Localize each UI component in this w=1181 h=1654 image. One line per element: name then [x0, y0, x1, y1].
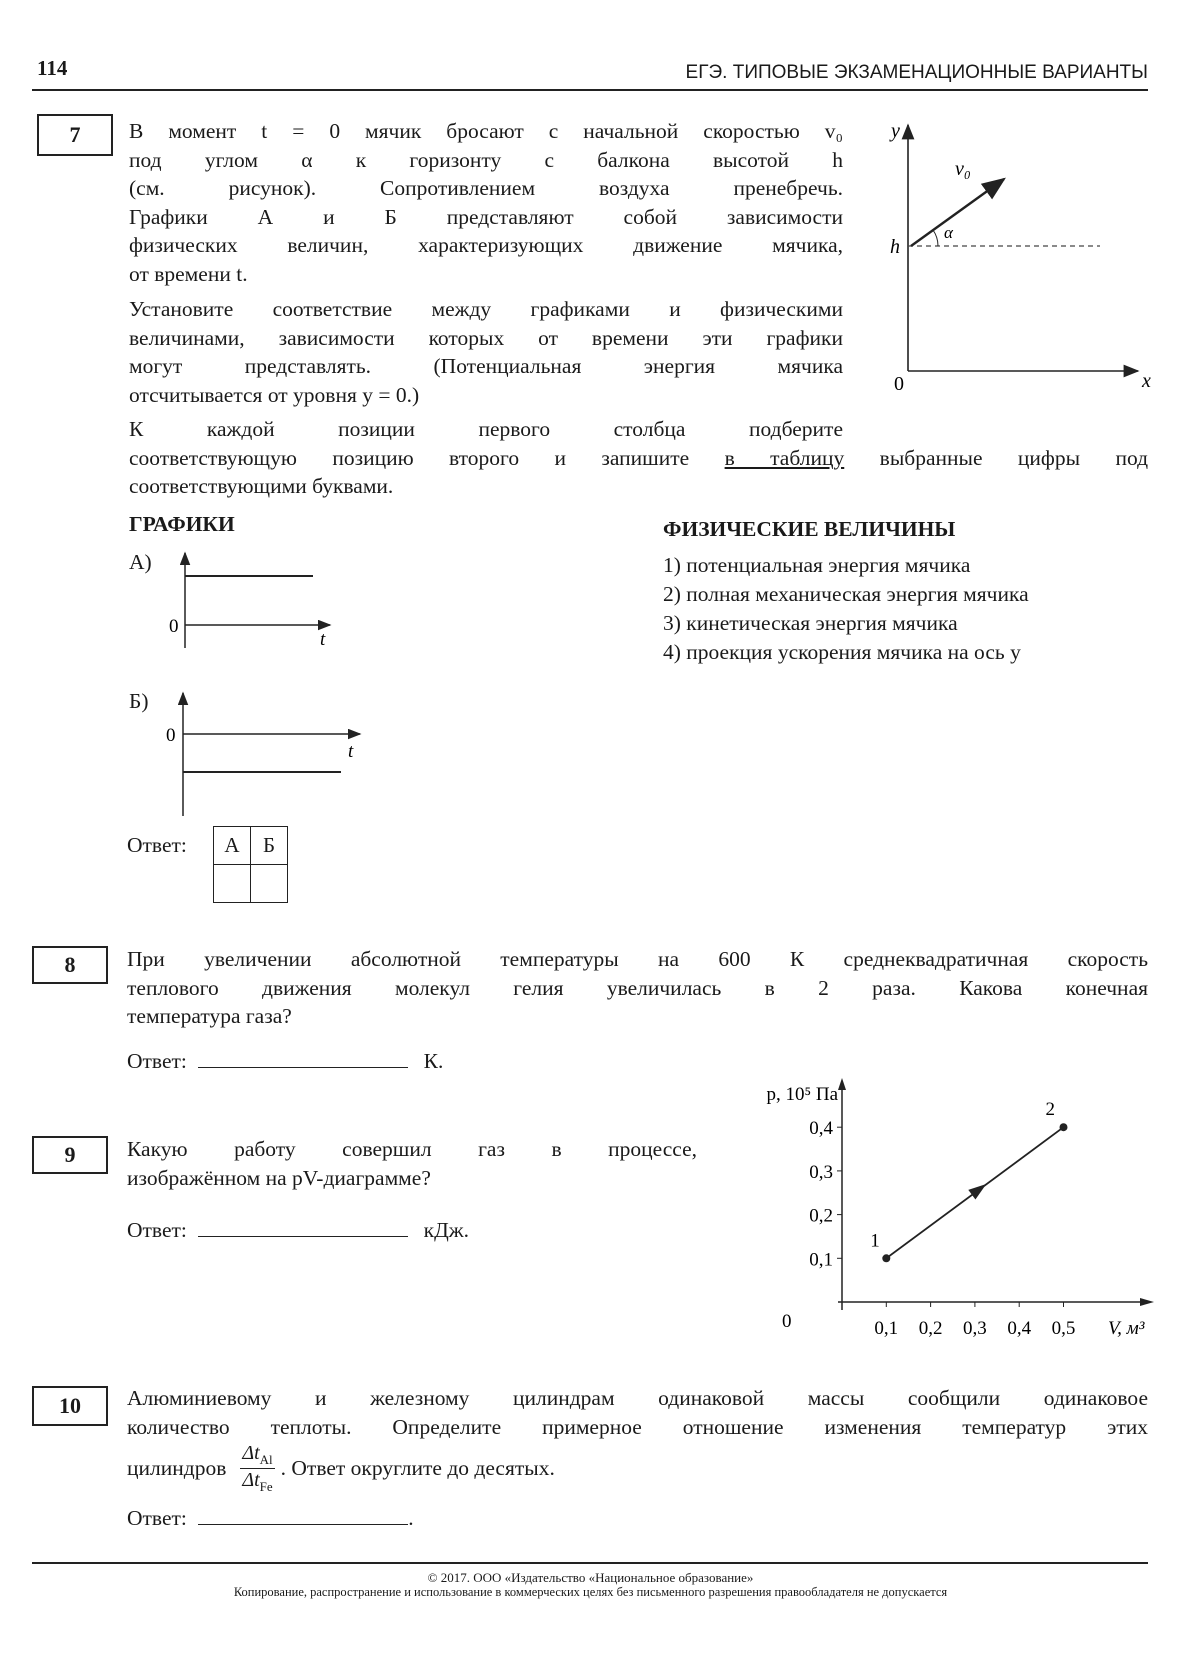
text-line: температура газа?: [127, 1004, 292, 1028]
state-point: [882, 1254, 890, 1262]
graph-a-zero: 0: [169, 616, 179, 637]
v-axis-arrow: [1140, 1298, 1154, 1306]
task-number-8: 8: [32, 946, 108, 984]
fraction-numerator: Δt: [242, 1442, 260, 1464]
graph-b-label: Б): [129, 689, 149, 713]
text-line: изображённом на pV-диаграмме?: [127, 1165, 431, 1190]
velocity-vector: [911, 179, 1004, 246]
alpha-label: α: [944, 223, 953, 242]
x-tick-label: 0,5: [1051, 1318, 1076, 1339]
x-tick-label: 0,4: [1007, 1318, 1032, 1339]
answer-cell-a[interactable]: [214, 865, 251, 903]
task8-answer: [127, 1049, 443, 1074]
text-line: [129, 444, 1148, 473]
task10-answer: [127, 1506, 414, 1531]
text-span: цилиндров: [127, 1456, 227, 1480]
text-span: соответствующую позицию второго и запишите: [129, 445, 690, 470]
task8-text: [127, 945, 1148, 1031]
text-line: количество теплоты. Определите примерное отношение изменения температур этих: [127, 1414, 1148, 1439]
graph-a-label: А): [129, 550, 152, 574]
y-tick-label: 0,4: [809, 1118, 833, 1140]
quantity-item: 3) кинетическая энергия мячика: [663, 611, 958, 635]
answer-col-b: Б: [251, 827, 288, 865]
origin-label: 0: [894, 373, 904, 395]
task9-text: [127, 1135, 697, 1192]
footer-copyright: © 2017. ООО «Издательство «Национальное образование»: [427, 1570, 754, 1585]
y-axis-label: p, 10⁵ Па: [766, 1084, 838, 1105]
footer-notice: Копирование, распространение и использование в коммерческих целях без письменного разрешения правообладателя не допускается: [233, 1585, 948, 1599]
pv-diagram: [700, 1070, 1181, 1350]
text-line: (см. рисунок). Сопротивлением воздуха пренебречь.: [129, 176, 843, 200]
graph-b-zero: 0: [166, 725, 176, 746]
answer-unit: К.: [423, 1049, 444, 1073]
ratio-fraction: [240, 1442, 274, 1495]
task9-answer: [127, 1218, 469, 1243]
task-number-9: 9: [32, 1136, 108, 1174]
answer-label: Ответ:: [127, 1506, 187, 1530]
subscript: Al: [259, 1452, 273, 1467]
task-number-7: 7: [37, 114, 113, 156]
text-span: . Ответ округлите до десятых.: [280, 1456, 555, 1480]
task-number-10: 10: [32, 1386, 108, 1426]
answer-col-a: А: [214, 827, 251, 865]
state-label: 1: [870, 1230, 880, 1252]
quantity-item: 4) проекция ускорения мячика на ось y: [663, 640, 1021, 664]
answer-cell-b[interactable]: [251, 865, 288, 903]
text-line: При увеличении абсолютной температуры на 600 К среднеквадратичная скорость: [127, 947, 1148, 971]
fraction-denominator: Δt: [242, 1469, 260, 1491]
state-point: [1060, 1123, 1068, 1131]
throw-diagram: [880, 115, 1160, 395]
graph-a-t: t: [320, 629, 326, 650]
y-tick-label: 0,1: [809, 1249, 833, 1271]
y-tick-label: 0,3: [809, 1161, 833, 1183]
text-line: Установите соответствие между графиками и физическими: [129, 297, 843, 321]
running-header: ЕГЭ. ТИПОВЫЕ ЭКЗАМЕНАЦИОННЫЕ ВАРИАНТЫ: [685, 62, 1148, 83]
x-tick-label: 0,2: [918, 1318, 943, 1339]
task7-paragraph-2: [129, 295, 843, 409]
footer-rule: [32, 1562, 1148, 1564]
origin-label: 0: [782, 1311, 792, 1332]
subscript: Fe: [259, 1479, 273, 1494]
graph-b: [158, 688, 378, 823]
text-line: соответствующими буквами.: [129, 474, 394, 498]
quantities-heading: ФИЗИЧЕСКИЕ ВЕЛИЧИНЫ: [663, 517, 956, 541]
graph-a: [160, 548, 360, 658]
text-line: физических величин, характеризующих движение мячика,: [129, 233, 843, 257]
task8-answer-field[interactable]: [198, 1049, 408, 1068]
header-rule: [32, 89, 1148, 91]
page-number: 114: [37, 56, 68, 80]
x-tick-label: 0,3: [963, 1318, 987, 1339]
task10-text: [127, 1384, 1148, 1441]
x-tick-label: 0,1: [874, 1318, 899, 1339]
direction-arrow: [968, 1179, 990, 1199]
text-line: теплового движения молекул гелия увеличилась в 2 раза. Какова конечная: [127, 975, 1148, 1000]
text-line: Графики А и Б представляют собой зависимости: [129, 204, 843, 229]
task7-answer-table: [213, 826, 288, 903]
text-line: величинами, зависимости которых от времени эти графики: [129, 325, 843, 350]
task7-paragraph-3: [129, 415, 1148, 501]
text-line: могут представлять. (Потенциальная энергия мячика: [129, 354, 843, 378]
task7-paragraph-1: [129, 117, 843, 288]
x-axis-label: V, м³: [1108, 1318, 1145, 1339]
text-line: В момент t = 0 мячик бросают с начальной скоростью v₀: [129, 119, 843, 143]
angle-arc: [933, 230, 938, 246]
quantities-list: [663, 553, 1029, 669]
answer-unit: кДж.: [423, 1218, 469, 1242]
answer-end: .: [408, 1506, 414, 1530]
table-reference: в таблицу: [724, 445, 845, 470]
text-line: Алюминиевому и железному цилиндрам одинаковой массы сообщили одинаковое: [127, 1386, 1148, 1410]
y-tick-label: 0,2: [809, 1205, 833, 1227]
graph-b-t: t: [348, 741, 354, 762]
answer-label: Ответ:: [127, 1049, 187, 1073]
task10-line3: [127, 1442, 555, 1495]
h-label: h: [890, 236, 900, 258]
quantity-item: 2) полная механическая энергия мячика: [663, 582, 1029, 606]
text-line: от времени t.: [129, 261, 248, 286]
text-line: Какую работу совершил газ в процессе,: [127, 1137, 697, 1161]
state-label: 2: [1045, 1099, 1055, 1121]
graphs-heading: ГРАФИКИ: [129, 512, 235, 536]
p-axis-arrow: [838, 1078, 846, 1090]
task9-answer-field[interactable]: [198, 1218, 408, 1237]
task10-answer-field[interactable]: [198, 1506, 408, 1525]
text-span: выбранные цифры под: [879, 445, 1149, 470]
x-axis-label: x: [1142, 370, 1151, 392]
quantity-item: 1) потенциальная энергия мячика: [663, 553, 971, 577]
y-axis-label: y: [891, 120, 900, 142]
text-line: К каждой позиции первого столбца подберите: [129, 417, 843, 441]
task7-answer-label: Ответ:: [127, 833, 187, 857]
text-line: отсчитывается от уровня y = 0.): [129, 382, 420, 407]
text-line: под углом α к горизонту с балкона высотой h: [129, 147, 843, 172]
answer-label: Ответ:: [127, 1218, 187, 1242]
v0-label: v₀: [955, 158, 971, 180]
